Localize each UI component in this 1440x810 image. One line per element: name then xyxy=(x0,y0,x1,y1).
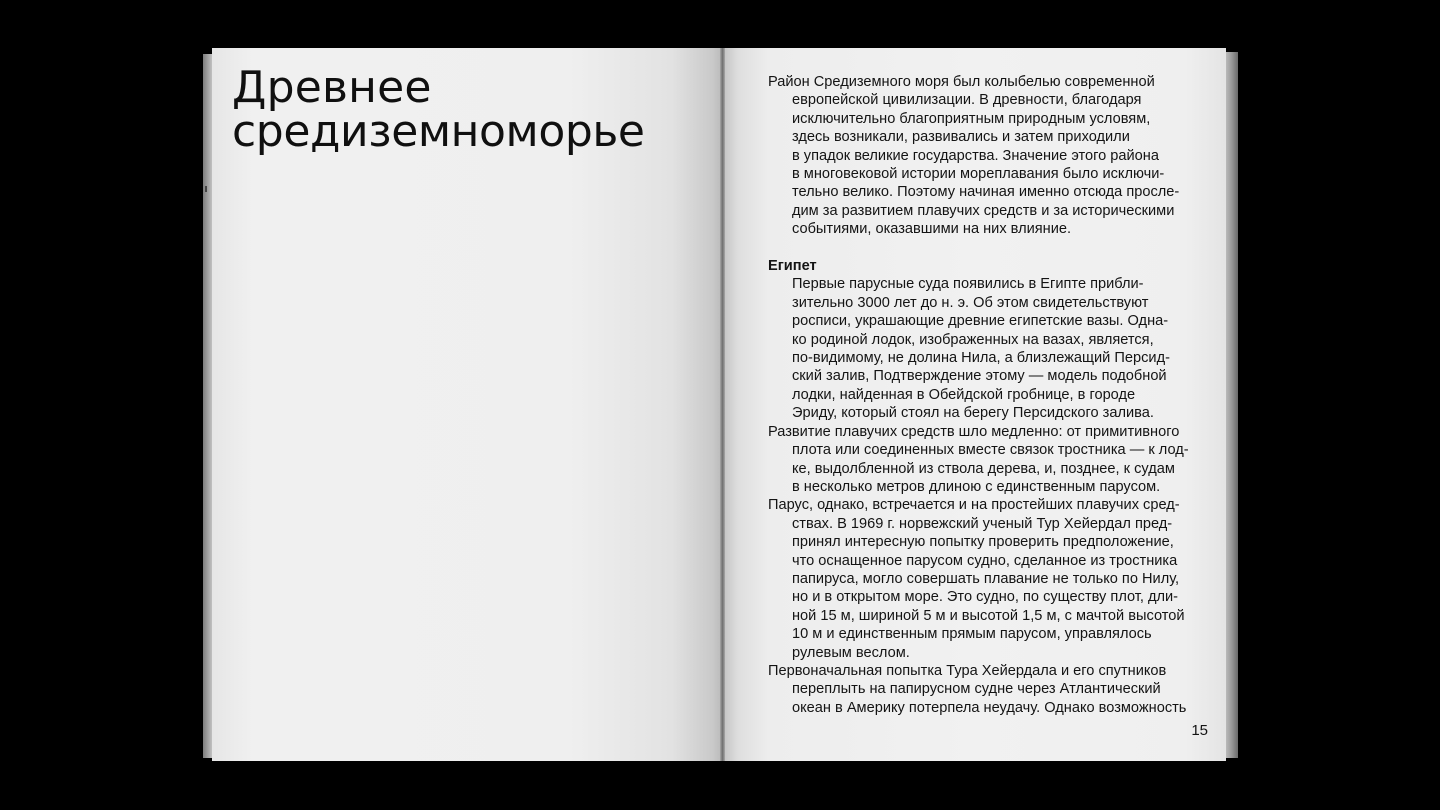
text-line: лодки, найденная в Обейдской гробнице, в городе xyxy=(792,386,1136,403)
chapter-title-line: Древнее xyxy=(232,62,432,113)
text-line: ке, выдолбленной из ствола дерева, и, позднее, к судам xyxy=(792,460,1175,477)
body-text xyxy=(768,73,1218,717)
text-line: событиями, оказавшими на них влияние. xyxy=(792,221,1072,238)
section-heading: Египет xyxy=(768,258,817,275)
text-line: в упадок великие государства. Значение этого района xyxy=(792,147,1159,164)
paragraph-development xyxy=(768,423,1218,497)
page-number: 15 xyxy=(1191,722,1208,739)
text-line: 10 м и единственным прямым парусом, управлялось xyxy=(792,626,1152,643)
text-line: но и в открытом море. Это судно, по существу плот, дли- xyxy=(792,589,1179,606)
text-line: плота или соединенных вместе связок тростника — к лод- xyxy=(792,442,1189,459)
paragraph-sail xyxy=(768,496,1218,662)
text-line: ной 15 м, шириной 5 м и высотой 1,5 м, с мачтой высотой xyxy=(792,607,1185,624)
text-line: здесь возникали, развивались и затем приходили xyxy=(792,129,1130,146)
text-line: рулевым веслом. xyxy=(792,644,910,661)
text-line: зительно 3000 лет до н. э. Об этом свидетельствуют xyxy=(792,294,1149,311)
text-line: в несколько метров длиною с единственным парусом. xyxy=(792,478,1161,495)
text-line: тельно велико. Поэтому начиная именно отсюда просле- xyxy=(792,184,1180,201)
text-line: европейской цивилизации. В древности, благодаря xyxy=(792,92,1142,109)
text-line: океан в Америку потерпела неудачу. Однако возможность xyxy=(792,699,1187,716)
text-line: Парус, однако, встречается и на простейших плавучих сред- xyxy=(768,497,1180,514)
right-page xyxy=(723,48,1226,761)
text-line: Первые парусные суда появились в Египте прибли- xyxy=(792,276,1144,293)
paragraph-egypt xyxy=(768,275,1218,422)
text-line: Эриду, который стоял на берегу Персидского залива. xyxy=(792,405,1154,422)
text-line: дим за развитием плавучих средств и за историческими xyxy=(792,202,1175,219)
text-line: росписи, украшающие древние египетские вазы. Одна- xyxy=(792,313,1169,330)
edge-mark xyxy=(205,186,207,192)
chapter-title-line: средиземноморье xyxy=(232,106,645,157)
text-line: по-видимому, не долина Нила, а близлежащий Персид- xyxy=(792,350,1170,367)
text-line: Район Средиземного моря был колыбелью современной xyxy=(768,74,1155,90)
text-line: ский залив, Подтверждение этому — модель подобной xyxy=(792,368,1167,385)
text-line: папируса, могло совершать плавание не только по Нилу, xyxy=(792,570,1180,587)
paragraph-intro xyxy=(768,73,1218,239)
paragraph-attempt xyxy=(768,662,1218,717)
book-gutter xyxy=(720,48,725,761)
text-line: в многовековой истории мореплавания было исключи- xyxy=(792,166,1165,183)
text-line: что оснащенное парусом судно, сделанное из тростника xyxy=(792,552,1178,569)
left-page xyxy=(212,48,723,761)
text-line: переплыть на папирусном судне через Атлантический xyxy=(792,681,1161,698)
text-line: Первоначальная попытка Тура Хейердала и его спутников xyxy=(768,662,1167,679)
chapter-title xyxy=(232,62,645,157)
text-line: ствах. В 1969 г. норвежский ученый Тур Хейердал пред- xyxy=(792,515,1173,532)
text-line: Развитие плавучих средств шло медленно: от примитивного xyxy=(768,423,1180,440)
text-line: исключительно благоприятным природным условям, xyxy=(792,110,1151,127)
text-line: ко родиной лодок, изображенных на вазах, является, xyxy=(792,331,1154,348)
text-line: принял интересную попытку проверить предположение, xyxy=(792,534,1174,551)
